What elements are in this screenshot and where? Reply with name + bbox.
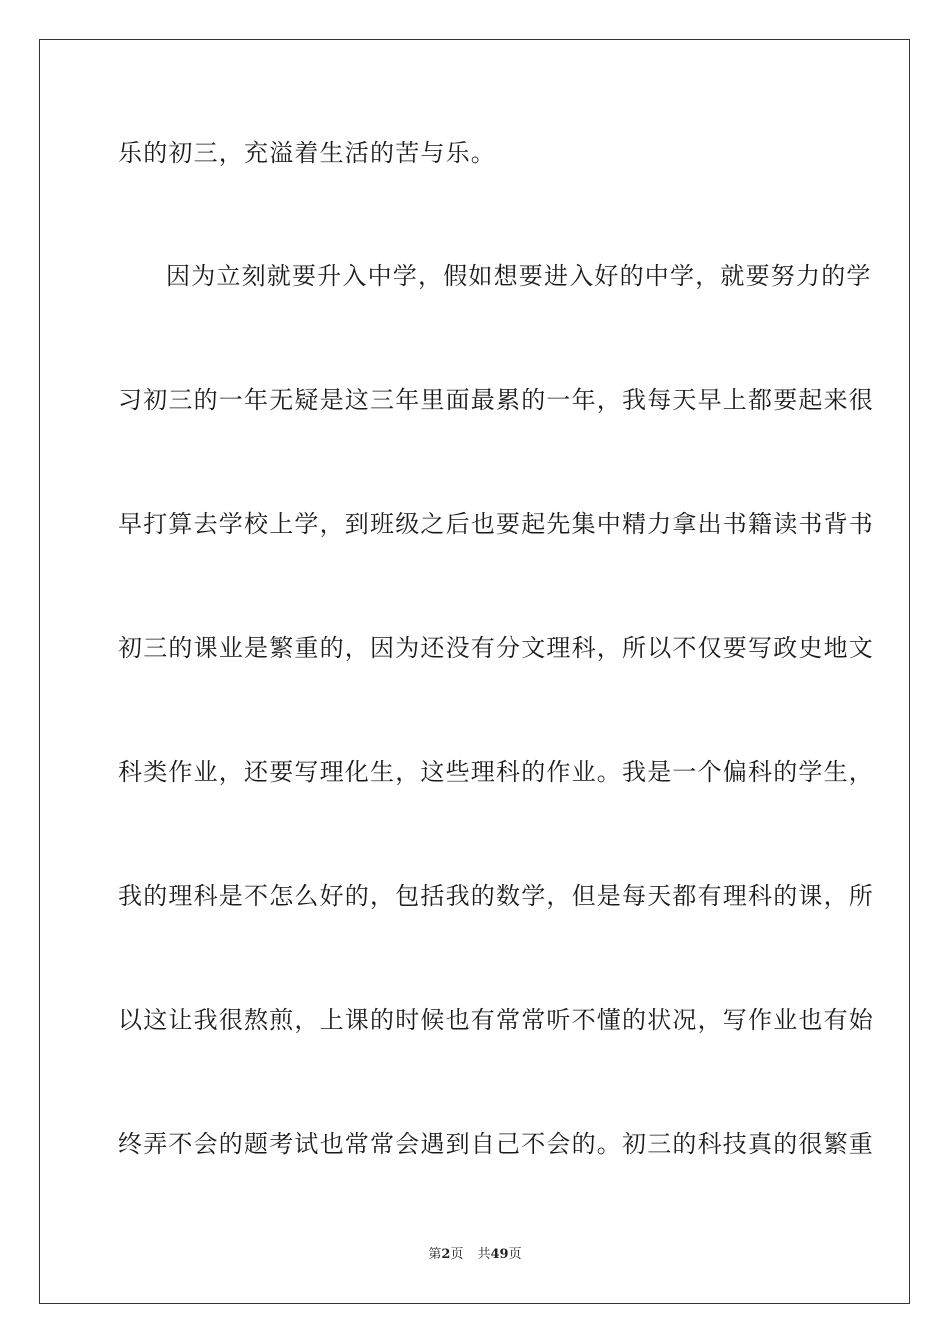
text-line-9: 终弄不会的题考试也常常会遇到自己不会的。初三的科技真的很繁重 [118, 1130, 874, 1158]
total-pages: 49 [490, 1247, 509, 1262]
page-prefix: 第 [428, 1247, 442, 1262]
page-number: 2 [441, 1247, 451, 1262]
page-border [39, 39, 910, 1304]
total-suffix: 页 [508, 1247, 522, 1262]
text-line-7: 我的理科是不怎么好的，包括我的数学，但是每天都有理科的课，所 [118, 882, 874, 910]
page-footer [0, 1246, 950, 1264]
page-suffix: 页 [450, 1247, 464, 1262]
text-line-1: 乐的初三，充溢着生活的苦与乐。 [118, 139, 496, 167]
text-line-6: 科类作业，还要写理化生，这些理科的作业。我是一个偏科的学生， [118, 758, 874, 786]
text-line-5: 初三的课业是繁重的，因为还没有分文理科，所以不仅要写政史地文 [118, 634, 874, 662]
text-line-4: 早打算去学校上学，到班级之后也要起先集中精力拿出书籍读书背书 [118, 510, 874, 538]
paragraph-first-line: 因为立刻就要升入中学，假如想要进入好的中学，就要努力的学 [166, 262, 872, 290]
text-line-3: 习初三的一年无疑是这三年里面最累的一年，我每天早上都要起来很 [118, 386, 874, 414]
text-line-8: 以这让我很熬煎，上课的时候也有常常听不懂的状况，写作业也有始 [118, 1006, 874, 1034]
total-prefix: 共 [477, 1247, 491, 1262]
